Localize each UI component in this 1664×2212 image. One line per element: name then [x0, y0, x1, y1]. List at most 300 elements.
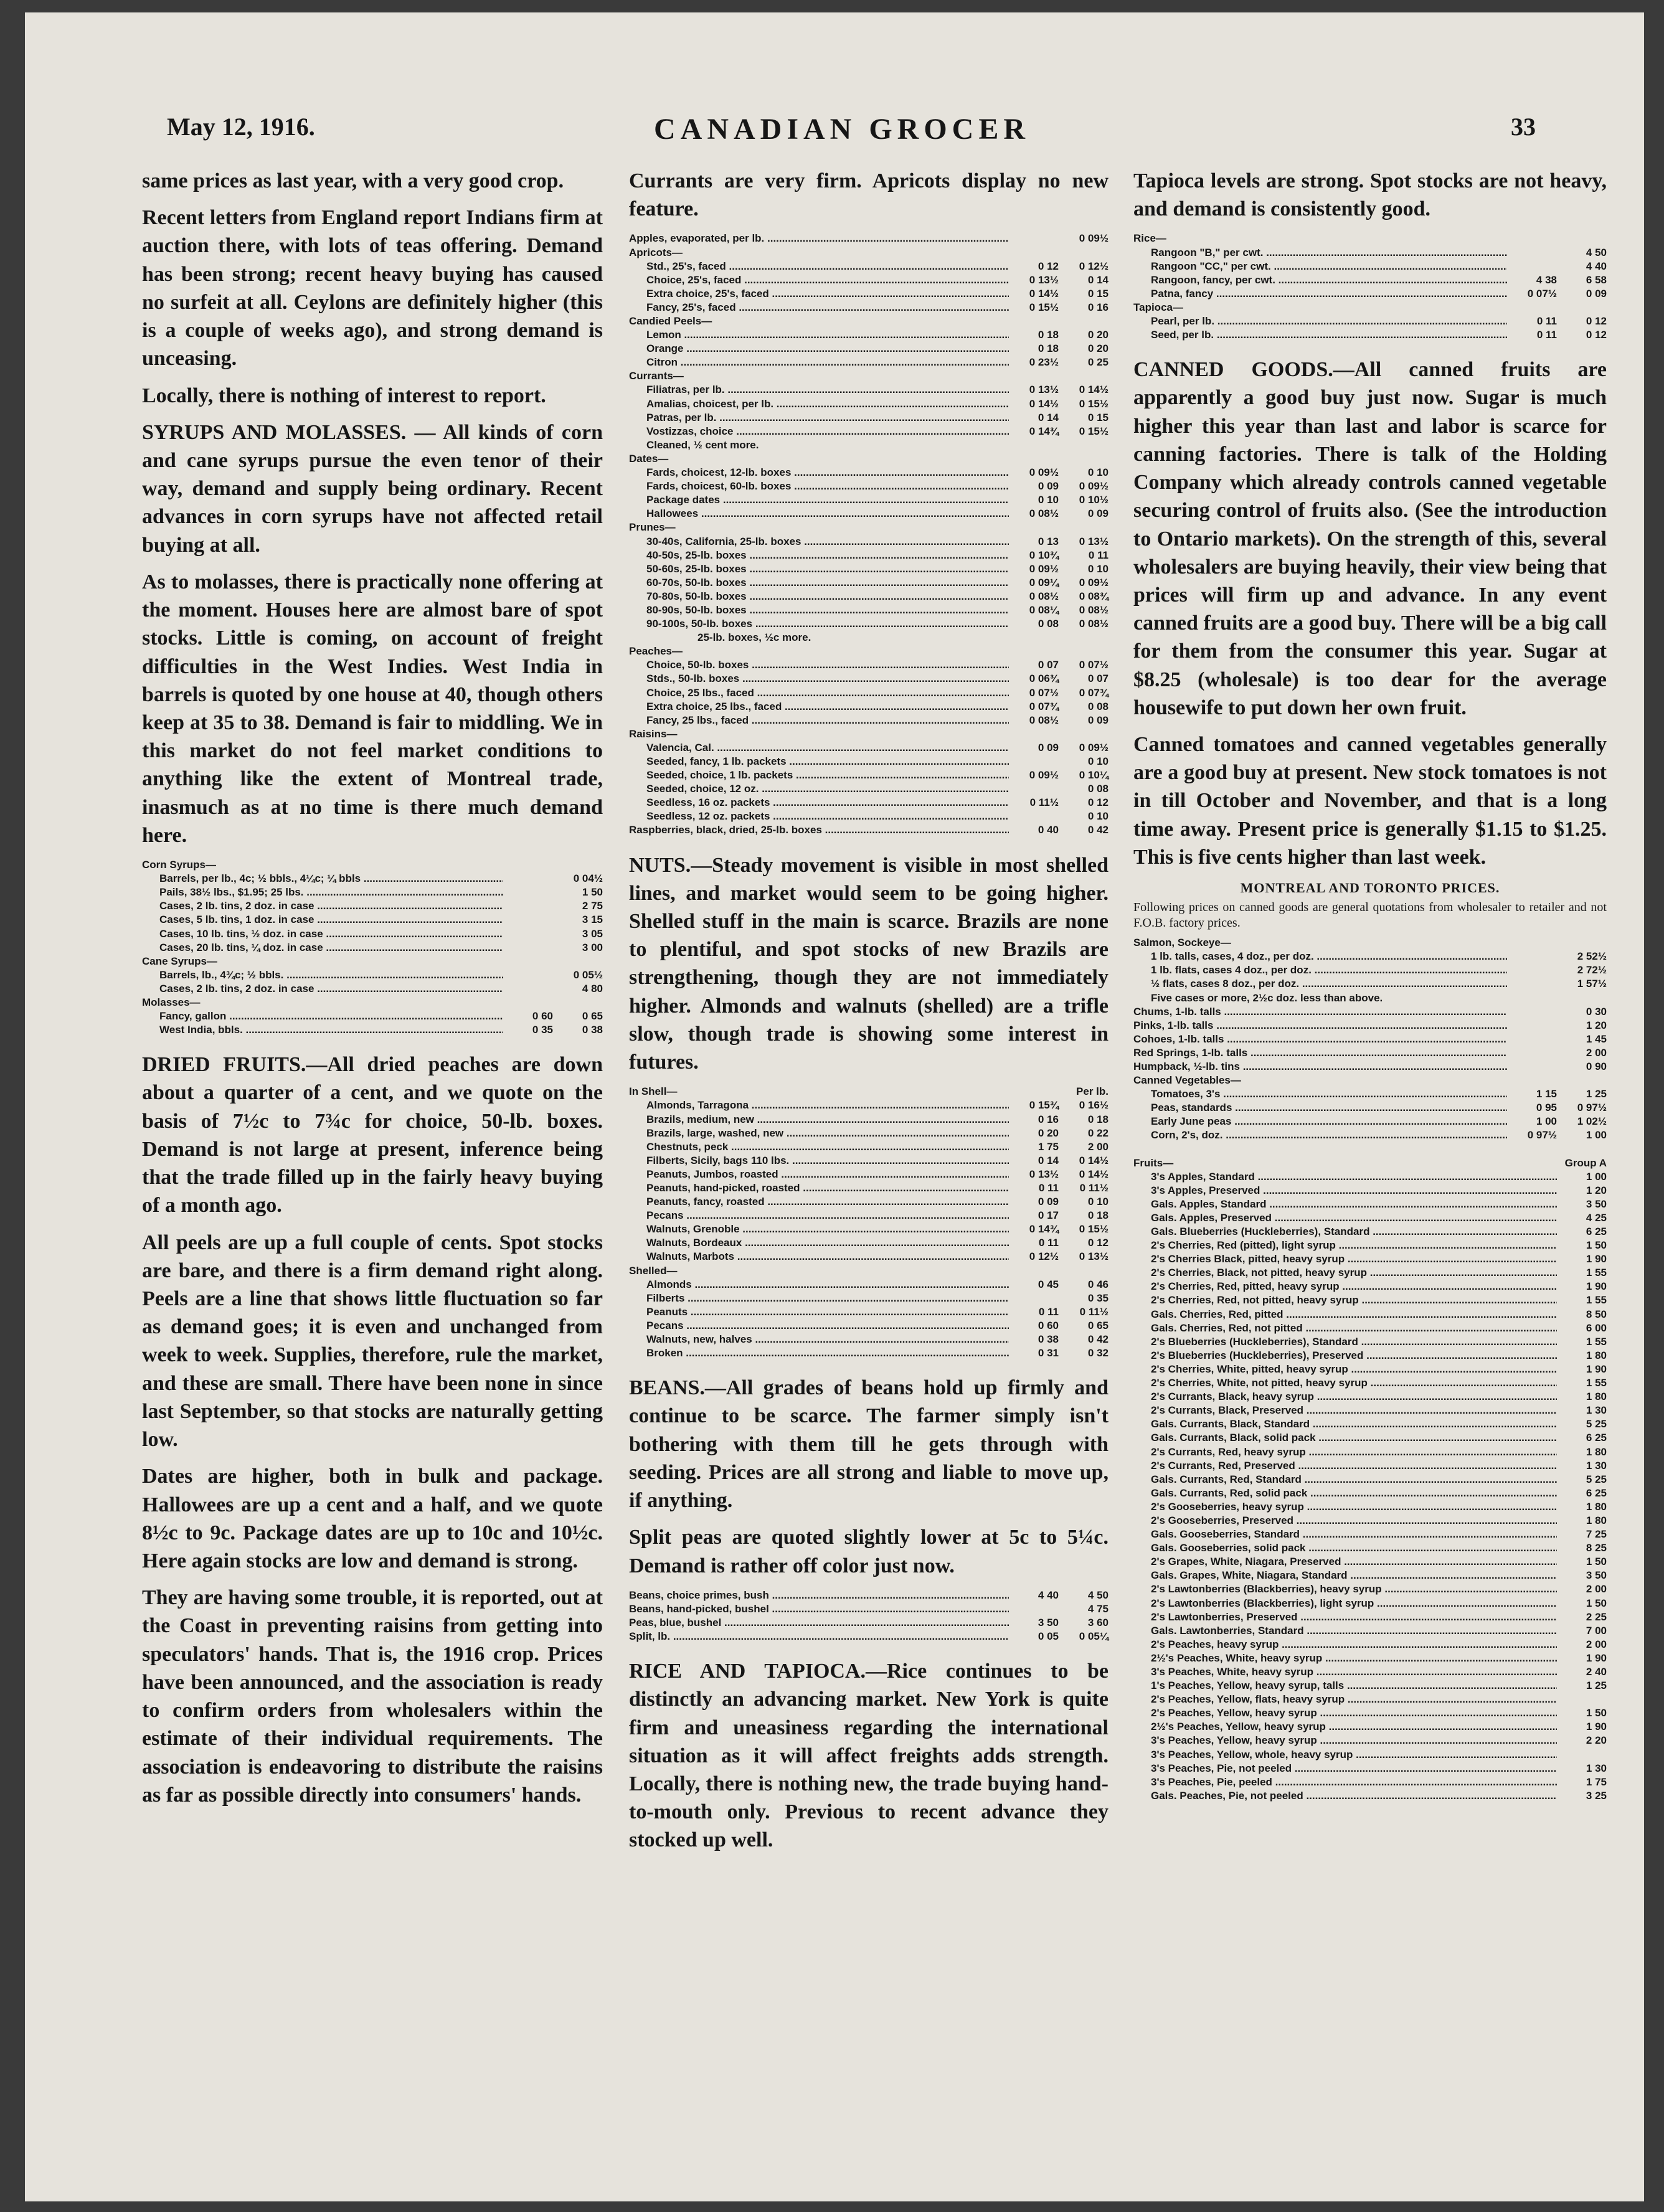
item-name: Filberts ..... [646, 1292, 1009, 1305]
table-row [629, 1333, 1109, 1346]
item-name: Fards, choicest, 60-lb. boxes ..... [646, 480, 1009, 493]
price-low: 0 11 [1038, 1237, 1059, 1249]
price: 1 50 [1586, 1707, 1607, 1719]
item-name: Seeded, choice, 1 lb. packets ..... [646, 768, 1009, 782]
price-high: 1 50 [582, 886, 603, 899]
table-row [1133, 1211, 1607, 1225]
item-name: Split, lb. ..... [629, 1630, 1009, 1643]
item-name: 2's Grapes, White, Niagara, Preserved ..... [1151, 1555, 1557, 1569]
item-name: 3's Peaches, Yellow, heavy syrup ..... [1151, 1734, 1557, 1747]
table-row [1133, 1087, 1607, 1101]
table-row [142, 1023, 603, 1037]
price-low: 0 11½ [1029, 796, 1059, 809]
price-high: 0 42 [1087, 1333, 1109, 1345]
table-row [1133, 1459, 1607, 1473]
price: 2 00 [1586, 1638, 1607, 1650]
price: 3 50 [1586, 1198, 1607, 1210]
price-high: 0 46 [1087, 1278, 1109, 1290]
item-name: Raspberries, black, dried, 25-lb. boxes ..... [629, 823, 1009, 837]
price-high: 0 10 [1087, 466, 1109, 479]
price-high: 3 15 [582, 914, 603, 926]
fruits-table-header [1133, 1156, 1607, 1170]
table-row [629, 438, 1109, 452]
table-row [142, 968, 603, 982]
item-name: Peanuts, hand-picked, roasted ..... [646, 1181, 1009, 1195]
price-high: 4 80 [582, 982, 603, 995]
table-row [1133, 246, 1607, 260]
price-high: 0 10 [1087, 562, 1109, 575]
price-low: 0 95 [1536, 1102, 1557, 1114]
table-row [1133, 1417, 1607, 1431]
price: 1 90 [1586, 1363, 1607, 1375]
price-high: 0 42 [1087, 824, 1109, 836]
article-paragraph: Recent letters from England report Indians firm at auction there, with lots of teas offering. Demand has been strong; recent heavy buying has caused no surfeit at all. Ceylons are definitely higher (this is a couple of weeks ago), and strong demand is unceasing. [142, 206, 603, 371]
price-low: 0 13½ [1029, 1168, 1059, 1180]
price-low [503, 886, 553, 899]
price-low [1507, 1005, 1557, 1019]
price-high: 0 10½ [1079, 494, 1109, 506]
table-row [1133, 1404, 1607, 1417]
page-number: 33 [1511, 113, 1536, 141]
column-right [1133, 167, 1607, 1817]
price-high: 3 00 [582, 941, 603, 953]
price-low: 0 09½ [1029, 562, 1059, 575]
item-name: 2½'s Peaches, White, heavy syrup ..... [1151, 1652, 1557, 1665]
item-name: Gals. Peaches, Pie, not peeled ..... [1151, 1789, 1557, 1803]
price-low: 0 06¾ [1029, 673, 1059, 685]
table-row [629, 507, 1109, 521]
item-name: Fancy, 25 lbs., faced ..... [646, 714, 1009, 727]
price: 1 30 [1586, 1459, 1607, 1472]
price: 1 20 [1586, 1184, 1607, 1196]
table-row [1133, 314, 1607, 328]
price: 1 55 [1586, 1377, 1607, 1389]
item-name: Seedless, 12 oz. packets ..... [646, 810, 1009, 823]
price-low: 0 11 [1536, 315, 1557, 327]
table-row [142, 886, 603, 899]
table-row [629, 768, 1109, 782]
article-paragraph: Currants are very firm. Apricots display no new feature. [629, 169, 1109, 221]
table-row [629, 1181, 1109, 1195]
dried-fruits-price-table [629, 232, 1109, 837]
item-name: Vostizzas, choice ..... [646, 425, 1009, 438]
price-high: 2 72½ [1577, 964, 1607, 976]
table-row [1133, 1060, 1607, 1074]
price: 5 25 [1586, 1418, 1607, 1430]
table-row [1133, 1266, 1607, 1280]
table-row [629, 1630, 1109, 1643]
price-high: 0 18 [1087, 1113, 1109, 1125]
item-name: Gals. Blueberries (Huckleberries), Standard ..... [1151, 1225, 1557, 1239]
price-low: 0 08 [1038, 618, 1059, 630]
item-name: 50-60s, 25-lb. boxes ..... [646, 562, 1009, 576]
table-row [1133, 1541, 1607, 1555]
beans-price-table [629, 1589, 1109, 1643]
table-row [1133, 1569, 1607, 1582]
price-low: 0 11 [1536, 329, 1557, 341]
table-row [629, 301, 1109, 314]
table-row [1133, 1610, 1607, 1624]
item-name: Filiatras, per lb. ..... [646, 383, 1009, 397]
table-row [629, 672, 1109, 686]
table-row [629, 1154, 1109, 1168]
price-high: 1 57½ [1577, 978, 1607, 990]
table-note: 25-lb. boxes, ½c more. [697, 631, 811, 644]
price-high: 0 90 [1586, 1060, 1607, 1072]
price-low: 0 15½ [1029, 301, 1059, 313]
price-high: 4 40 [1586, 260, 1607, 272]
price-low: 1 15 [1536, 1088, 1557, 1100]
item-name: Gals. Currants, Black, Standard ..... [1151, 1417, 1557, 1431]
table-row [629, 782, 1109, 796]
table-row [1133, 1775, 1607, 1789]
price: 1 80 [1586, 1514, 1607, 1526]
price-low [503, 899, 553, 913]
price-low: 0 18 [1038, 343, 1059, 355]
item-name: Almonds ..... [646, 1278, 1009, 1292]
item-name: 2's Peaches, Yellow, heavy syrup ..... [1151, 1706, 1557, 1720]
price: 2 40 [1586, 1666, 1607, 1678]
price: 1 90 [1586, 1721, 1607, 1733]
price-high: 0 12 [1586, 329, 1607, 341]
price-high: 1 02½ [1577, 1115, 1607, 1128]
price: 2 00 [1586, 1583, 1607, 1595]
table-row [1133, 1198, 1607, 1211]
item-name: Peanuts, Jumbos, roasted ..... [646, 1168, 1009, 1181]
price: 1 30 [1586, 1762, 1607, 1774]
table-row [629, 562, 1109, 576]
table-row [629, 1113, 1109, 1127]
price-low [1507, 950, 1557, 963]
table-row [142, 927, 603, 941]
table-row [1133, 1184, 1607, 1198]
price-high: 0 32 [1087, 1347, 1109, 1359]
price-high: 0 12½ [1079, 260, 1109, 272]
price-low: 0 08½ [1029, 590, 1059, 602]
price-high: 1 20 [1586, 1019, 1607, 1031]
price: 1 50 [1586, 1597, 1607, 1609]
table-row [1133, 1720, 1607, 1734]
price: 1 80 [1586, 1349, 1607, 1361]
item-name: 2's Currants, Red, heavy syrup ..... [1151, 1445, 1557, 1459]
price-low [503, 913, 553, 927]
table-row [629, 383, 1109, 397]
table-row [1133, 1431, 1607, 1445]
item-name: 3's Peaches, Pie, peeled ..... [1151, 1775, 1557, 1789]
table-row [629, 658, 1109, 672]
table-row [629, 411, 1109, 425]
price-high: 0 12 [1087, 1237, 1109, 1249]
table-category: Molasses— [142, 996, 201, 1008]
price-high: 0 10¼ [1079, 769, 1109, 782]
section-subtitle: MONTREAL AND TORONTO PRICES. [1240, 880, 1500, 896]
item-name: Cases, 2 lb. tins, 2 doz. in case ..... [159, 982, 503, 996]
table-row [1133, 1376, 1607, 1390]
price: 1 50 [1586, 1556, 1607, 1568]
price-low: 0 09 [1038, 1196, 1059, 1208]
canned-fruits-price-table [1133, 1156, 1607, 1803]
price: 2 25 [1586, 1610, 1607, 1623]
rice-price-table [1133, 232, 1607, 342]
price-high: 0 10 [1087, 1196, 1109, 1208]
price-high: 0 12 [1087, 796, 1109, 809]
table-category: Salmon, Sockeye— [1133, 937, 1231, 949]
nuts-table-header [629, 1085, 1109, 1099]
item-name: Early June peas ..... [1151, 1115, 1507, 1128]
item-name: 30-40s, California, 25-lb. boxes ..... [646, 535, 1009, 549]
price: 3 50 [1586, 1569, 1607, 1582]
price-low: 0 14¾ [1029, 1223, 1059, 1236]
price-high: 4 50 [1087, 1589, 1109, 1601]
price-low [1507, 977, 1557, 991]
table-row [629, 810, 1109, 823]
table-row [629, 617, 1109, 631]
price: 1 80 [1586, 1500, 1607, 1513]
column-left [142, 167, 603, 1818]
item-name: West India, bbls. ..... [159, 1023, 503, 1037]
item-name: Fards, choicest, 12-lb. boxes ..... [646, 466, 1009, 480]
price-high: 0 07 [1087, 673, 1109, 685]
price-low: 0 14½ [1029, 397, 1059, 410]
item-name: Seedless, 16 oz. packets ..... [646, 796, 1009, 810]
item-name: Cases, 5 lb. tins, 1 doz. in case ..... [159, 913, 503, 927]
item-name: Peas, standards ..... [1151, 1101, 1507, 1115]
price-high: 0 18 [1087, 1209, 1109, 1222]
price-high: 0 15½ [1079, 1223, 1109, 1236]
item-name: Choice, 25's, faced ..... [646, 273, 1009, 287]
item-name: Gals. Cherries, Red, not pitted ..... [1151, 1321, 1557, 1335]
price: 1 80 [1586, 1445, 1607, 1458]
item-name: Extra choice, 25's, faced ..... [646, 287, 1009, 301]
price-low: 0 38 [1038, 1333, 1059, 1345]
table-category: Apricots— [629, 246, 683, 258]
price-high: 3 05 [582, 927, 603, 940]
price-high: 0 11½ [1079, 1305, 1109, 1318]
item-name: 90-100s, 50-lb. boxes ..... [646, 617, 1009, 631]
price-high: 0 11 [1088, 549, 1109, 561]
table-row [629, 1250, 1109, 1264]
price-low [1507, 1060, 1557, 1074]
item-name: 1 lb. talls, cases, 4 doz., per doz. ..... [1151, 950, 1507, 963]
table-row [629, 590, 1109, 603]
price-high: 0 08¾ [1079, 590, 1109, 602]
item-name: Pearl, per lb. ..... [1151, 314, 1507, 328]
table-row [629, 1346, 1109, 1360]
table-row [629, 686, 1109, 700]
price-low: 0 20 [1038, 1127, 1059, 1139]
price-low [1009, 782, 1059, 796]
table-row [629, 1209, 1109, 1222]
item-name: Walnuts, Grenoble ..... [646, 1222, 1009, 1236]
price-high: 0 65 [1087, 1319, 1109, 1331]
price-high: 0 09 [1586, 287, 1607, 300]
price: 1 55 [1586, 1335, 1607, 1348]
price-high: 0 04½ [573, 872, 603, 885]
price-high [1059, 438, 1109, 452]
item-name: 2's Gooseberries, Preserved ..... [1151, 1514, 1557, 1528]
item-name: 2's Currants, Black, Preserved ..... [1151, 1404, 1557, 1417]
article-paragraph: DRIED FRUITS.—All dried peaches are down about a quarter of a cent, and we quote on the basis of 7½c to 7¾c for choice, 50-lb. boxes. Demand is not large at present, inference being that the trade filled up in the fairly heavy buying of a month ago. [142, 1053, 603, 1217]
price-high: 0 07½ [1079, 659, 1109, 671]
price-low [1507, 963, 1557, 977]
price-high: 2 00 [1087, 1140, 1109, 1153]
table-row [1133, 1280, 1607, 1293]
price-high: 0 09 [1087, 714, 1109, 726]
table-row [1133, 1101, 1607, 1115]
item-name: Pails, 38½ lbs., $1.95; 25 lbs. ..... [159, 886, 503, 899]
table-row [1133, 1252, 1607, 1266]
item-name: Orange ..... [646, 342, 1009, 356]
price: 1 30 [1586, 1404, 1607, 1417]
item-name: Cohoes, 1-lb. talls ..... [1133, 1033, 1507, 1046]
price-low [1009, 755, 1059, 768]
price: 1 25 [1586, 1680, 1607, 1692]
price-low: 0 08¼ [1029, 603, 1059, 616]
article-paragraph: same prices as last year, with a very good crop. [142, 169, 564, 192]
price-low: 0 12½ [1029, 1250, 1059, 1263]
item-name: Patna, fancy ..... [1151, 287, 1507, 301]
item-name: Broken ..... [646, 1346, 1009, 1360]
item-name: Gals. Gooseberries, solid pack ..... [1151, 1541, 1557, 1555]
item-name: Citron ..... [646, 356, 1009, 369]
price-low: 0 12 [1038, 260, 1059, 272]
item-name: 2's Cherries, Red, pitted, heavy syrup ..... [1151, 1280, 1557, 1293]
table-row [629, 493, 1109, 507]
price-high: 6 58 [1586, 273, 1607, 286]
item-name: 1 lb. flats, cases 4 doz., per doz. ..... [1151, 963, 1507, 977]
price-low [1507, 1046, 1557, 1060]
price-low: 0 31 [1038, 1347, 1059, 1359]
table-row [1133, 977, 1607, 991]
table-row [1133, 1046, 1607, 1060]
item-name: 2's Cherries Black, pitted, heavy syrup ..... [1151, 1252, 1557, 1266]
price-low: 0 15¾ [1029, 1099, 1059, 1112]
price-low: 0 40 [1038, 824, 1059, 836]
price-low: 0 16 [1038, 1113, 1059, 1125]
price-high: 0 20 [1087, 343, 1109, 355]
price-high [1557, 991, 1607, 1005]
item-name: 2's Cherries, White, pitted, heavy syrup ..... [1151, 1363, 1557, 1376]
price-high: 2 52½ [1577, 950, 1607, 963]
price: 8 50 [1586, 1308, 1607, 1320]
price: 1 90 [1586, 1652, 1607, 1664]
table-row [1133, 1128, 1607, 1142]
price: 6 25 [1586, 1432, 1607, 1444]
price-high: 0 16 [1087, 301, 1109, 313]
table-row [629, 356, 1109, 369]
price: 3 25 [1586, 1789, 1607, 1802]
price-high: 0 97½ [1577, 1102, 1607, 1114]
item-name: Walnuts, Bordeaux ..... [646, 1236, 1009, 1250]
table-row [1133, 991, 1607, 1005]
price-low: 0 13½ [1029, 273, 1059, 286]
article-paragraph: Canned tomatoes and canned vegetables generally are a good buy at present. New stock tomatoes is not in till October and November, and that is a long time away. Present price is generally $1.15 to $1.25. This is five cents higher than last week. [1133, 733, 1607, 869]
item-name: Amalias, choicest, per lb. ..... [646, 397, 1009, 411]
table-row [1133, 1115, 1607, 1128]
price-high: 0 07¾ [1079, 686, 1109, 699]
price: 1 00 [1586, 1170, 1607, 1183]
price-low [1009, 232, 1059, 245]
table-category: Tapioca— [1133, 301, 1183, 313]
table-row [1133, 1033, 1607, 1046]
price-low: 3 50 [1038, 1616, 1059, 1628]
table-row [629, 1319, 1109, 1333]
price-high: 0 09½ [1079, 576, 1109, 588]
item-name: Brazils, large, washed, new ..... [646, 1127, 1009, 1140]
item-name: Package dates ..... [646, 493, 1009, 507]
item-name: 3's Apples, Preserved ..... [1151, 1184, 1557, 1198]
item-name: Patras, per lb. ..... [646, 411, 1009, 425]
price-low: 0 14 [1038, 1154, 1059, 1166]
item-name: Cases, 2 lb. tins, 2 doz. in case ..... [159, 899, 503, 913]
item-name: Rangoon "CC," per cwt. ..... [1151, 260, 1507, 273]
price-high: 0 35 [1087, 1292, 1109, 1304]
table-head-right: Group A [1564, 1156, 1607, 1169]
item-name: Choice, 50-lb. boxes ..... [646, 658, 1009, 672]
table-row [1133, 1500, 1607, 1514]
price-low: 0 08½ [1029, 714, 1059, 726]
item-name: Walnuts, Marbots ..... [646, 1250, 1009, 1264]
item-name: 60-70s, 50-lb. boxes ..... [646, 576, 1009, 590]
table-row [629, 328, 1109, 342]
price-low: 0 10 [1038, 494, 1059, 506]
item-name: Chums, 1-lb. talls ..... [1133, 1005, 1507, 1019]
price-low [1009, 1292, 1059, 1305]
table-row [629, 603, 1109, 617]
table-category: Raisins— [629, 727, 678, 740]
price-low [1507, 246, 1557, 260]
table-row [1133, 1005, 1607, 1019]
table-row [1133, 260, 1607, 273]
article-paragraph: Locally, there is nothing of interest to report. [142, 384, 546, 407]
price-low: 0 09½ [1029, 769, 1059, 782]
table-row [1133, 1019, 1607, 1033]
publication-title: CANADIAN GROCER [654, 113, 1031, 146]
table-row [1133, 273, 1607, 287]
price-low [1507, 991, 1557, 1005]
item-name: 2's Gooseberries, heavy syrup ..... [1151, 1500, 1557, 1514]
table-row [1133, 1638, 1607, 1652]
table-row [1133, 1514, 1607, 1528]
price-low: 0 05 [1038, 1630, 1059, 1642]
item-name: Pecans ..... [646, 1319, 1009, 1333]
item-name: Corn, 2's, doz. ..... [1151, 1128, 1507, 1142]
item-name: Gals. Currants, Red, solid pack ..... [1151, 1486, 1557, 1500]
price-high: 0 12 [1586, 315, 1607, 327]
price-low: 0 08½ [1029, 508, 1059, 520]
item-name: 80-90s, 50-lb. boxes ..... [646, 603, 1009, 617]
price-low: 0 14½ [1029, 287, 1059, 300]
table-category: Cane Syrups— [142, 955, 217, 967]
table-row [629, 1222, 1109, 1236]
item-name: Gals. Apples, Preserved ..... [1151, 1211, 1557, 1225]
table-row [1133, 1665, 1607, 1679]
table-row [142, 913, 603, 927]
table-row [1133, 1486, 1607, 1500]
item-name: Apples, evaporated, per lb. ..... [629, 232, 1009, 245]
item-name: Filberts, Sicily, bags 110 lbs. ..... [646, 1154, 1009, 1168]
item-name: 2's Cherries, Red (pitted), light syrup ..... [1151, 1239, 1557, 1252]
item-name: 2's Blueberries (Huckleberries), Preserved ..... [1151, 1349, 1557, 1363]
table-row [629, 741, 1109, 755]
price-high: 4 75 [1087, 1602, 1109, 1615]
table-category: Candied Peels— [629, 315, 712, 327]
price: 6 25 [1586, 1226, 1607, 1237]
price-high: 0 15 [1087, 411, 1109, 423]
table-row [629, 549, 1109, 562]
price-high: 0 22 [1087, 1127, 1109, 1139]
table-category: Peaches— [629, 645, 683, 658]
